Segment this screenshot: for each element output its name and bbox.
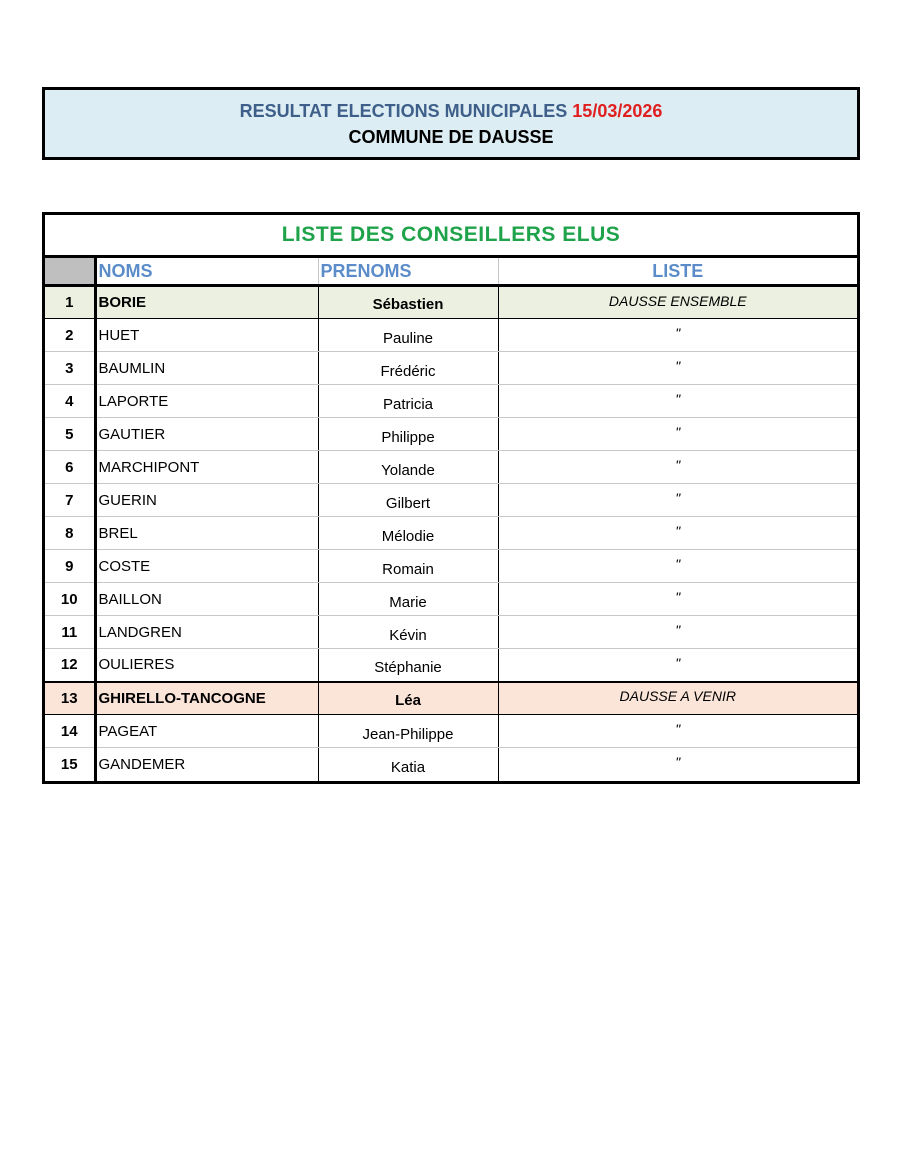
row-liste: " [498,517,857,550]
row-number: 4 [45,385,95,418]
row-liste: DAUSSE A VENIR [498,682,857,715]
row-liste: " [498,418,857,451]
row-nom: OULIERES [95,649,318,682]
table-row [45,286,857,319]
councillors-grid [45,258,857,781]
row-nom: GAUTIER [95,418,318,451]
row-number: 15 [45,748,95,781]
row-liste: " [498,352,857,385]
table-row [45,418,857,451]
results-title-text: RESULTAT ELECTIONS MUNICIPALES [239,100,568,121]
row-number: 9 [45,550,95,583]
row-prenom: Romain [318,550,498,583]
councillors-table [42,212,860,784]
results-header [42,87,860,160]
row-prenom: Sébastien [318,286,498,319]
column-header-liste: LISTE [498,258,857,286]
row-nom: GANDEMER [95,748,318,781]
commune-name: COMMUNE DE DAUSSE [348,126,554,147]
table-title: LISTE DES CONSEILLERS ELUS [45,215,857,258]
row-number: 6 [45,451,95,484]
table-row [45,715,857,748]
row-nom: PAGEAT [95,715,318,748]
row-nom: LAPORTE [95,385,318,418]
table-row [45,352,857,385]
row-number: 8 [45,517,95,550]
table-row [45,319,857,352]
row-prenom: Pauline [318,319,498,352]
table-row [45,748,857,781]
row-prenom: Mélodie [318,517,498,550]
row-prenom: Philippe [318,418,498,451]
row-prenom: Katia [318,748,498,781]
table-row [45,682,857,715]
row-number: 11 [45,616,95,649]
election-date: 15/03/2026 [572,100,663,121]
row-liste: " [498,385,857,418]
row-number: 1 [45,286,95,319]
table-row [45,616,857,649]
row-nom: GUERIN [95,484,318,517]
row-prenom: Frédéric [318,352,498,385]
row-liste: " [498,616,857,649]
row-liste: " [498,583,857,616]
row-nom: BAUMLIN [95,352,318,385]
table-header-row [45,258,857,286]
row-nom: BREL [95,517,318,550]
column-header-prenoms: PRENOMS [318,258,498,286]
row-liste: DAUSSE ENSEMBLE [498,286,857,319]
row-prenom: Gilbert [318,484,498,517]
row-nom: BORIE [95,286,318,319]
row-prenom: Patricia [318,385,498,418]
row-number: 12 [45,649,95,682]
row-nom: BAILLON [95,583,318,616]
results-title [240,99,663,123]
row-liste: " [675,754,681,771]
column-header-noms: NOMS [95,258,318,286]
row-nom: GHIRELLO-TANCOGNE [95,682,318,715]
row-liste: " [498,484,857,517]
row-liste: " [498,715,857,748]
row-number: 3 [45,352,95,385]
row-prenom: Léa [318,682,498,715]
row-prenom: Yolande [318,451,498,484]
table-row [45,649,857,682]
row-number: 13 [45,682,95,715]
row-number: 5 [45,418,95,451]
row-number: 14 [45,715,95,748]
table-row [45,451,857,484]
row-liste: " [498,319,857,352]
row-nom: COSTE [95,550,318,583]
table-row [45,550,857,583]
row-nom: LANDGREN [95,616,318,649]
table-row [45,484,857,517]
row-prenom: Stéphanie [318,649,498,682]
row-prenom: Jean-Philippe [318,715,498,748]
row-number: 2 [45,319,95,352]
row-liste: " [498,451,857,484]
row-number: 7 [45,484,95,517]
row-liste: " [498,649,857,682]
column-header-number [45,258,95,286]
table-row [45,583,857,616]
row-liste: " [498,550,857,583]
table-row [45,517,857,550]
row-prenom: Kévin [318,616,498,649]
row-nom: MARCHIPONT [95,451,318,484]
row-number: 10 [45,583,95,616]
row-prenom: Marie [318,583,498,616]
table-row [45,385,857,418]
row-nom: HUET [95,319,318,352]
